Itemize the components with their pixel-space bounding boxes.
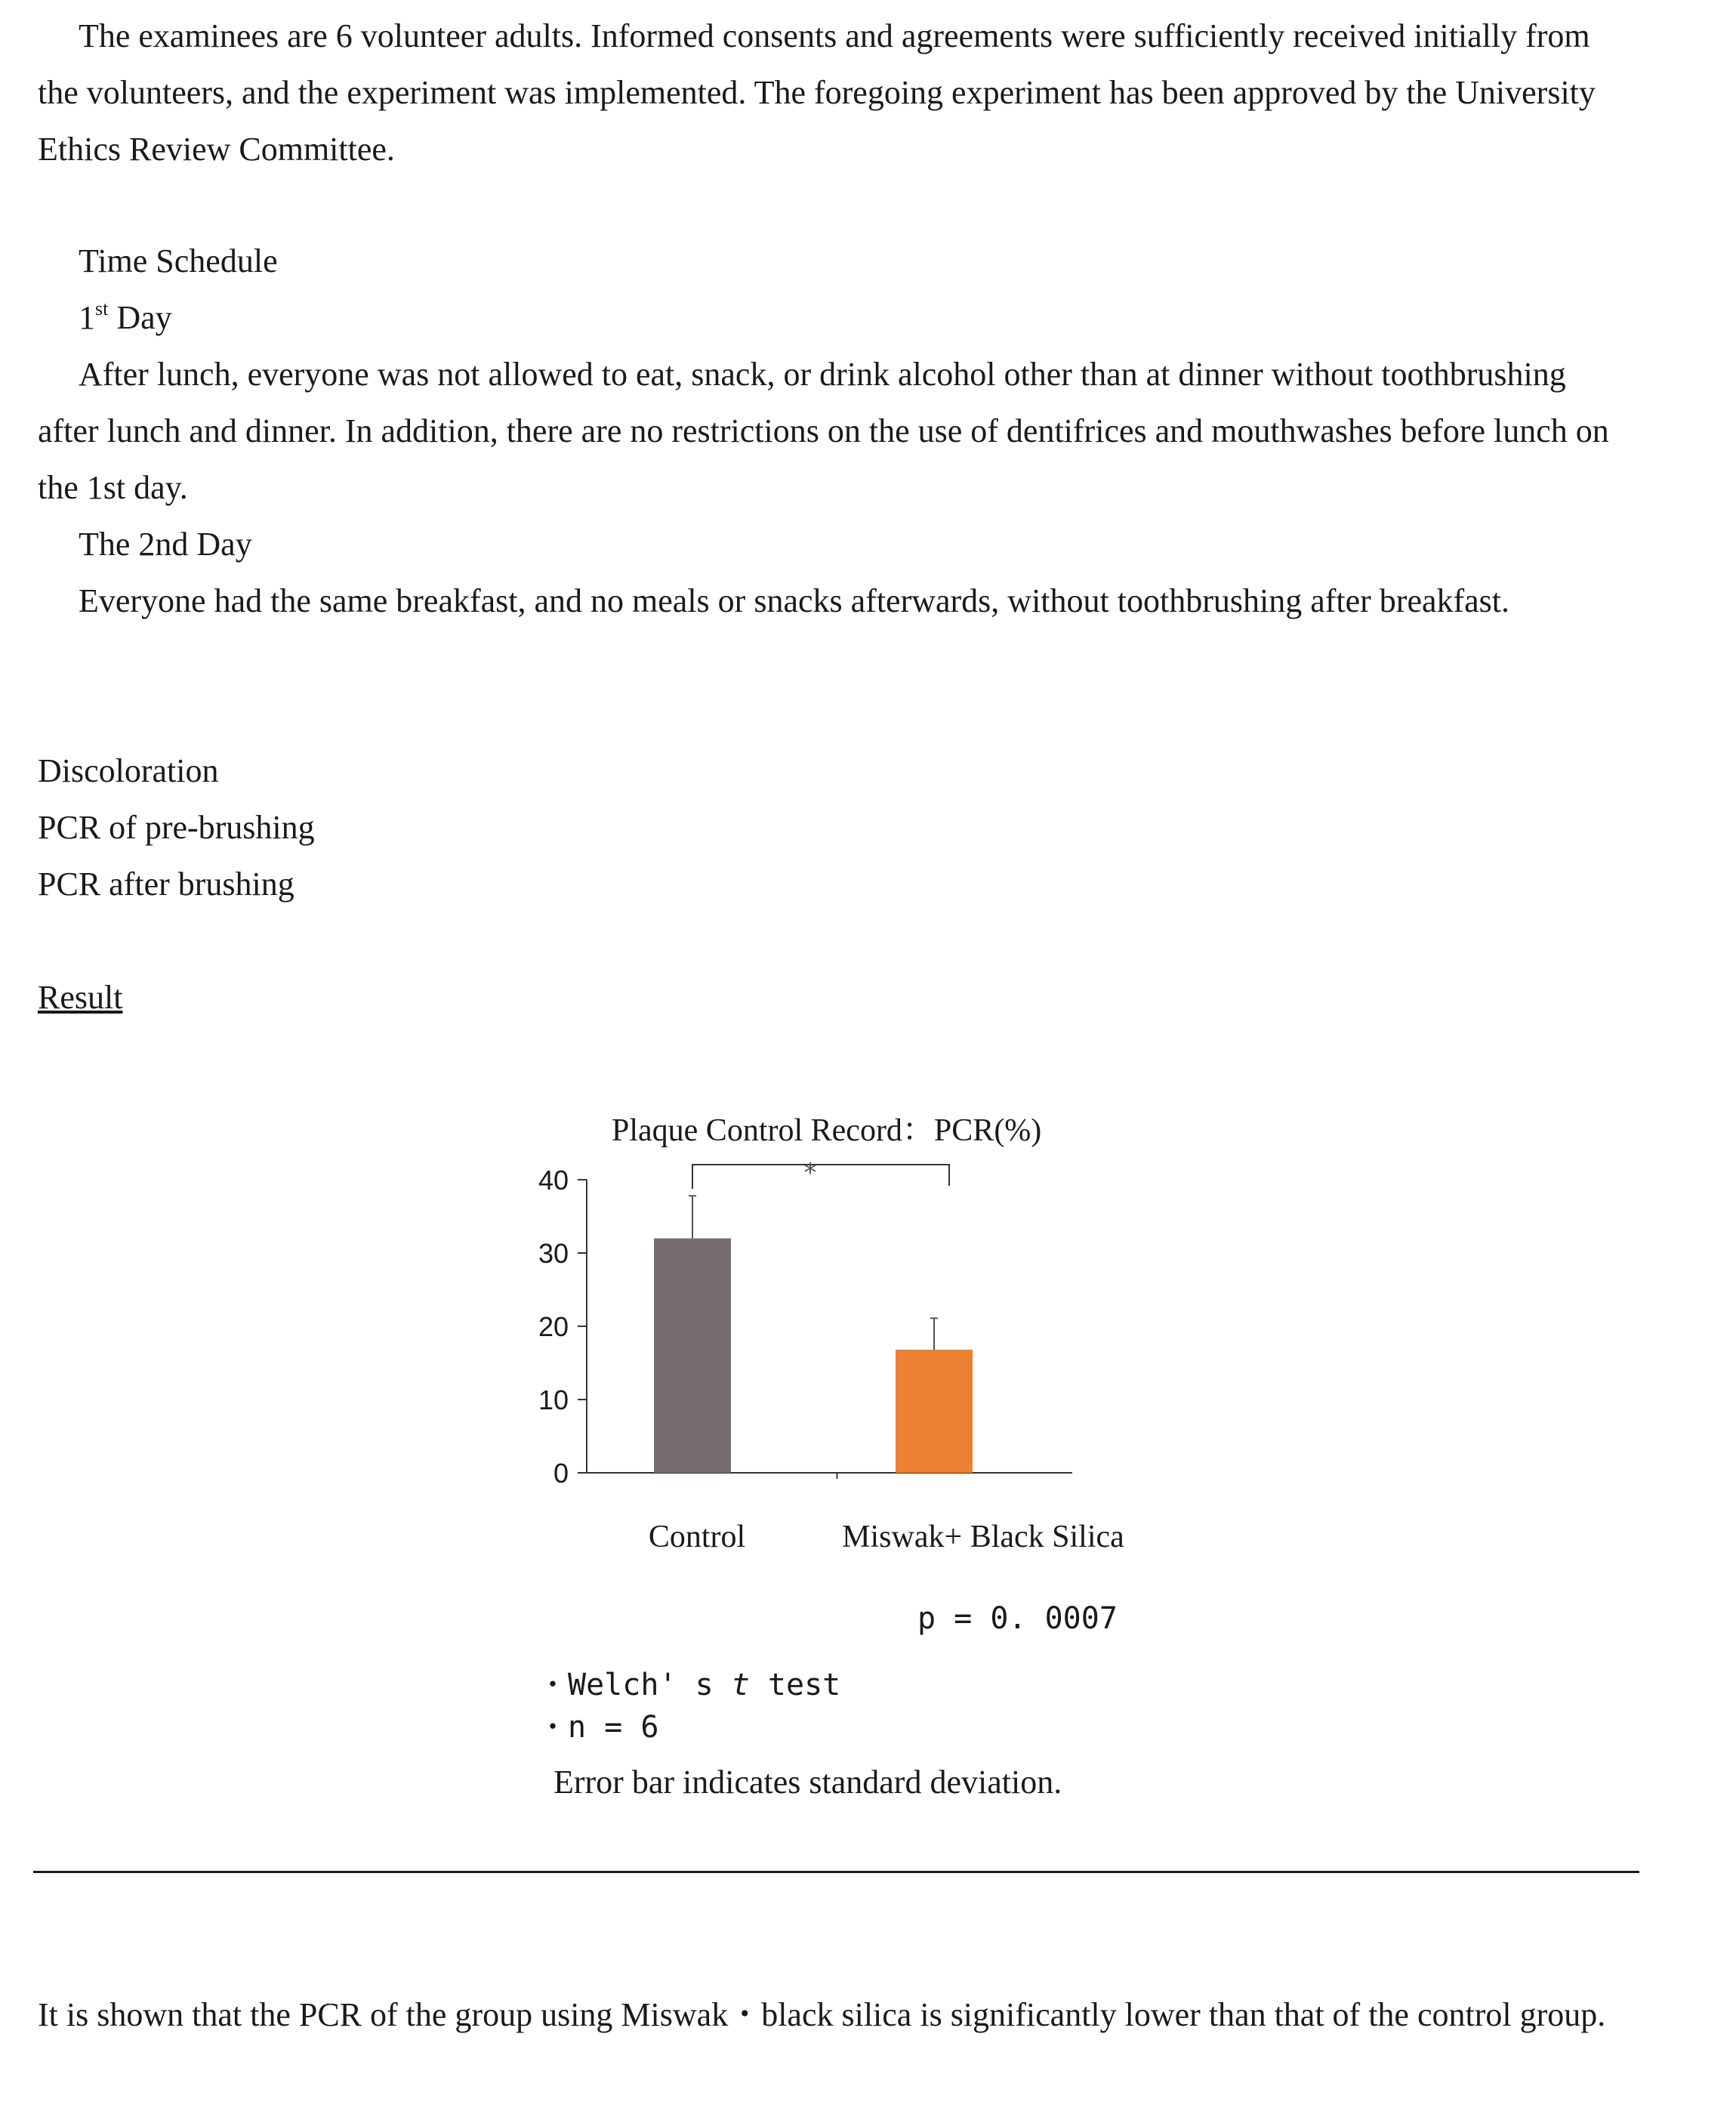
time-schedule-heading: Time Schedule (79, 242, 278, 279)
method-t: t (731, 1668, 750, 1702)
chart-axes (538, 1165, 1072, 1489)
day1-suffix: st (95, 298, 109, 319)
method-line (538, 1664, 840, 1706)
method-suffix: test (749, 1668, 841, 1702)
day1-number: 1 (79, 299, 95, 336)
y-tick-label: 30 (538, 1238, 569, 1269)
time-schedule-section (38, 233, 1631, 629)
day1-text: After lunch, everyone was not allowed to eat, snack, or drink alcohol other than at dinner without toothbrushing after lunch and dinner. In addition, there are no restrictions on the use of dentifrices and mouthwashes before lunch on the 1st day. (38, 356, 1609, 506)
category-label: Miswak+ Black Silica (842, 1520, 1124, 1554)
category-labels (649, 1520, 1124, 1554)
method-prefix: Welch' s (568, 1668, 732, 1702)
y-tick-label: 20 (538, 1311, 569, 1342)
errorbar-note: Error bar indicates standard deviation. (553, 1764, 1062, 1801)
significance-bracket (692, 1158, 949, 1189)
day1-word: Day (108, 299, 172, 336)
chart-bars (654, 1196, 973, 1473)
intro-paragraph: The examinees are 6 volunteer adults. Informed consents and agreements were sufficiently received initially from the volunteers, and the experiment was implemented. The foregoing experiment has been approved by the University Ethics Review Committee. (38, 17, 1596, 168)
category-label: Control (648, 1520, 746, 1554)
method-list (538, 1664, 840, 1748)
bar-miswak-black-silica (896, 1350, 973, 1473)
bracket-line (692, 1165, 949, 1189)
day1-heading (38, 289, 1631, 346)
y-tick-label: 10 (538, 1384, 569, 1415)
significance-star: * (803, 1158, 817, 1188)
n-label: n = 6 (568, 1710, 659, 1745)
y-tick-label: 0 (553, 1458, 569, 1489)
measure-item: PCR of pre-brushing (38, 809, 315, 846)
conclusion-paragraph: It is shown that the PCR of the group using Miswak・black silica is significantly lower than that of the control group. (38, 1996, 1606, 2033)
p-value: p = 0. 0007 (917, 1601, 1118, 1636)
section-divider (33, 1871, 1639, 1873)
chart-title: Plaque Control Record：PCR(%) (612, 1113, 1042, 1148)
measures-list (38, 742, 1631, 912)
measure-item: PCR after brushing (38, 866, 294, 903)
n-bullet: ・ (538, 1710, 568, 1745)
y-tick-label: 40 (538, 1165, 569, 1196)
day2-text: Everyone had the same breakfast, and no meals or snacks afterwards, without toothbrushing after breakfast. (79, 582, 1510, 619)
sample-size-line (538, 1706, 840, 1748)
bar-control (654, 1239, 731, 1473)
measure-item: Discoloration (38, 752, 219, 789)
day2-heading: The 2nd Day (79, 526, 252, 563)
result-heading: Result (38, 979, 123, 1016)
method-bullet: ・ (538, 1668, 568, 1702)
